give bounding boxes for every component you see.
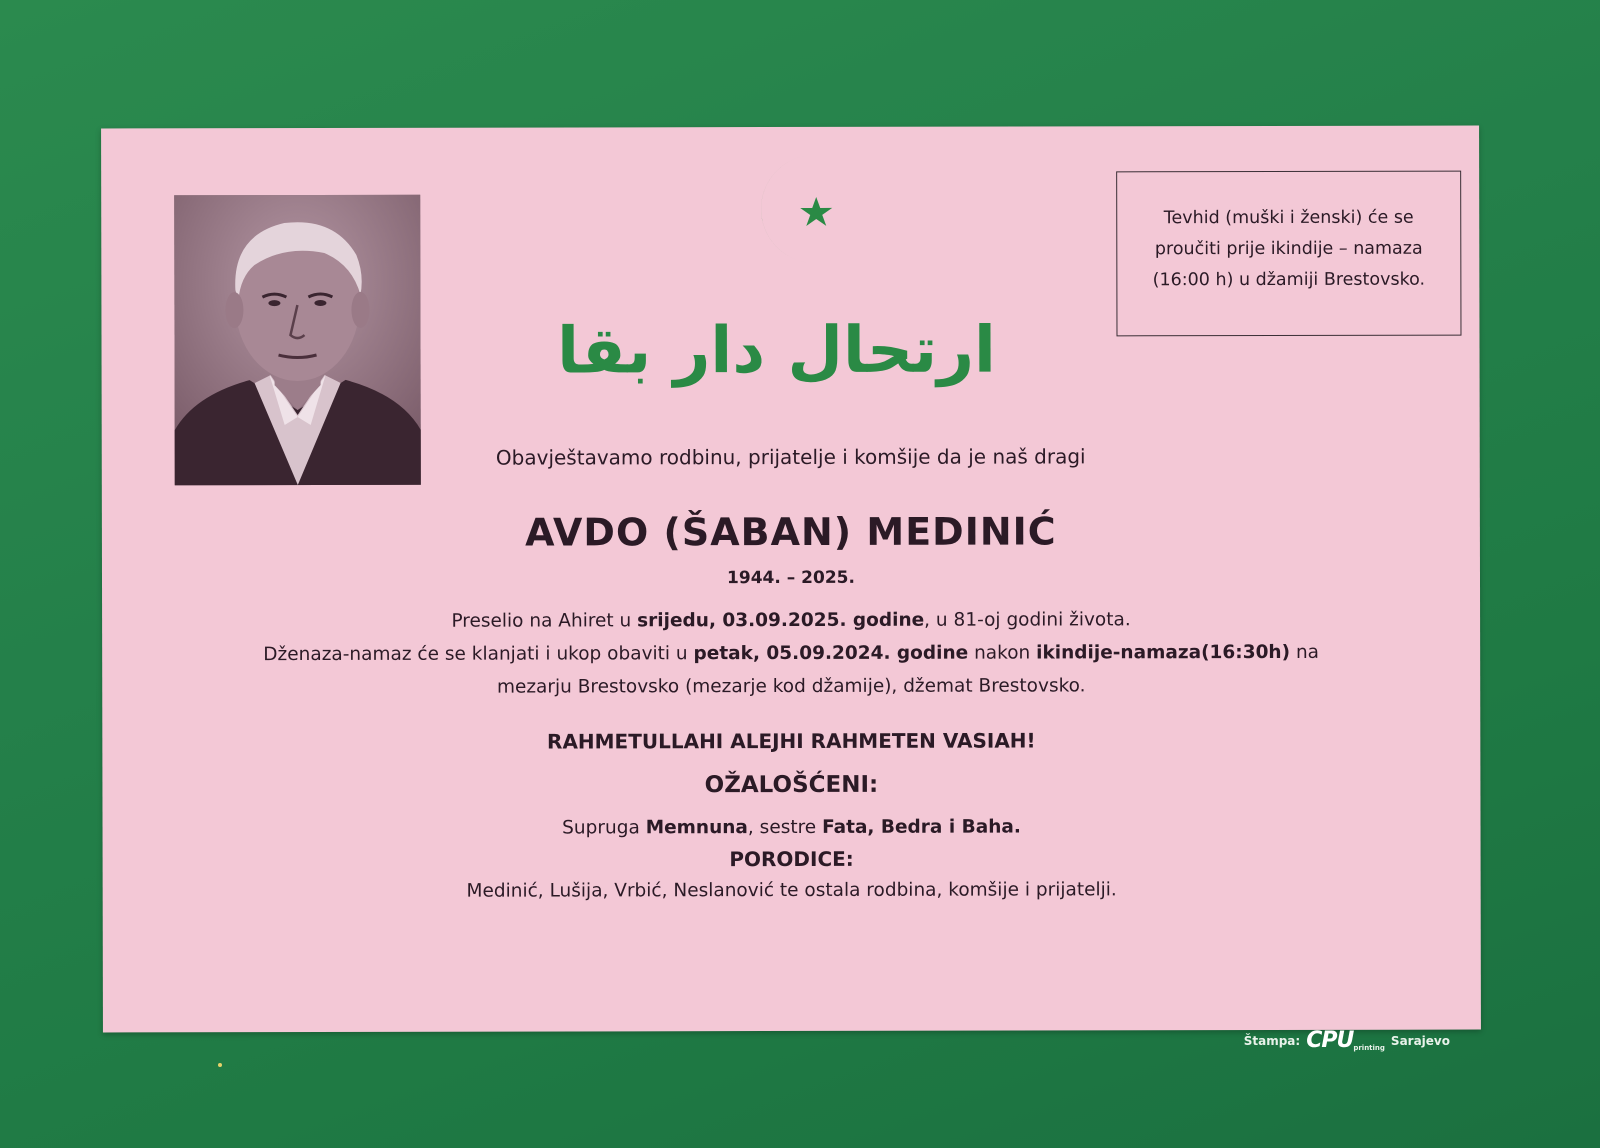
- mourners-sisters-label: , sestre: [747, 816, 823, 839]
- mourners-line: [102, 816, 1480, 840]
- star-icon: [800, 197, 832, 226]
- funeral-time: ikindije-namaza(16:30h): [1036, 641, 1291, 664]
- families-list: Medinić, Lušija, Vrbić, Neslanović te ostala rodbina, komšije i prijatelji.: [466, 879, 1117, 902]
- portrait-image: [174, 195, 421, 486]
- mourners-spouse: Memnuna: [645, 817, 748, 839]
- printer-logo-sub: printing: [1353, 1043, 1385, 1052]
- background-speck: [218, 1063, 222, 1067]
- funeral-line: [102, 642, 1480, 666]
- intro-text: Obavještavamo rodbinu, prijatelje i komšije da je naš dragi: [495, 444, 1086, 470]
- burial-location-line: mezarju Brestovsko (mezarje kod džamije), džemat Brestovsko.: [496, 675, 1086, 698]
- families-heading: PORODICE:: [729, 846, 854, 872]
- deceased-name: AVDO (ŠABAN) MEDINIĆ: [525, 509, 1057, 555]
- tevhid-notice-box: [1116, 171, 1461, 337]
- death-date-line: [102, 609, 1480, 633]
- printer-city: Sarajevo: [1390, 1033, 1450, 1048]
- mourners-spouse-label: Supruga: [562, 817, 646, 839]
- funeral-date: petak, 05.09.2024. godine: [693, 642, 969, 665]
- printer-label: Štampa:: [1243, 1033, 1301, 1048]
- funeral-suffix: na: [1290, 641, 1320, 663]
- printer-credit: [1244, 1028, 1450, 1053]
- funeral-prefix: Dženaza-namaz će se klanjati i ukop obaviti u: [263, 643, 694, 666]
- death-date: srijedu, 03.09.2025. godine: [637, 609, 925, 632]
- death-date-prefix: Preselio na Ahiret u: [451, 610, 638, 632]
- prayer-line: RAHMETULLAHI ALEJHI RAHMETEN VASIAH!: [547, 728, 1036, 754]
- obituary-notice: [101, 126, 1481, 1033]
- mourners-sisters: Fata, Bedra i Baha.: [822, 816, 1021, 838]
- printer-logo: CPU: [1306, 1028, 1354, 1053]
- deceased-years: 1944. – 2025.: [727, 567, 855, 589]
- portrait-photo: [174, 195, 421, 486]
- tevhid-text: Tevhid (muški i ženski) će se proučiti prije ikindije – namaza (16:00 h) u džamiji Brestovsko.: [1152, 207, 1426, 291]
- arabic-calligraphy: ارتحال دار بقا: [557, 313, 997, 389]
- mourners-heading: OŽALOŠĆENI:: [704, 771, 879, 799]
- funeral-mid: nakon: [968, 642, 1037, 664]
- death-age: , u 81-oj godini života.: [924, 609, 1131, 631]
- islamic-emblem: [557, 147, 997, 407]
